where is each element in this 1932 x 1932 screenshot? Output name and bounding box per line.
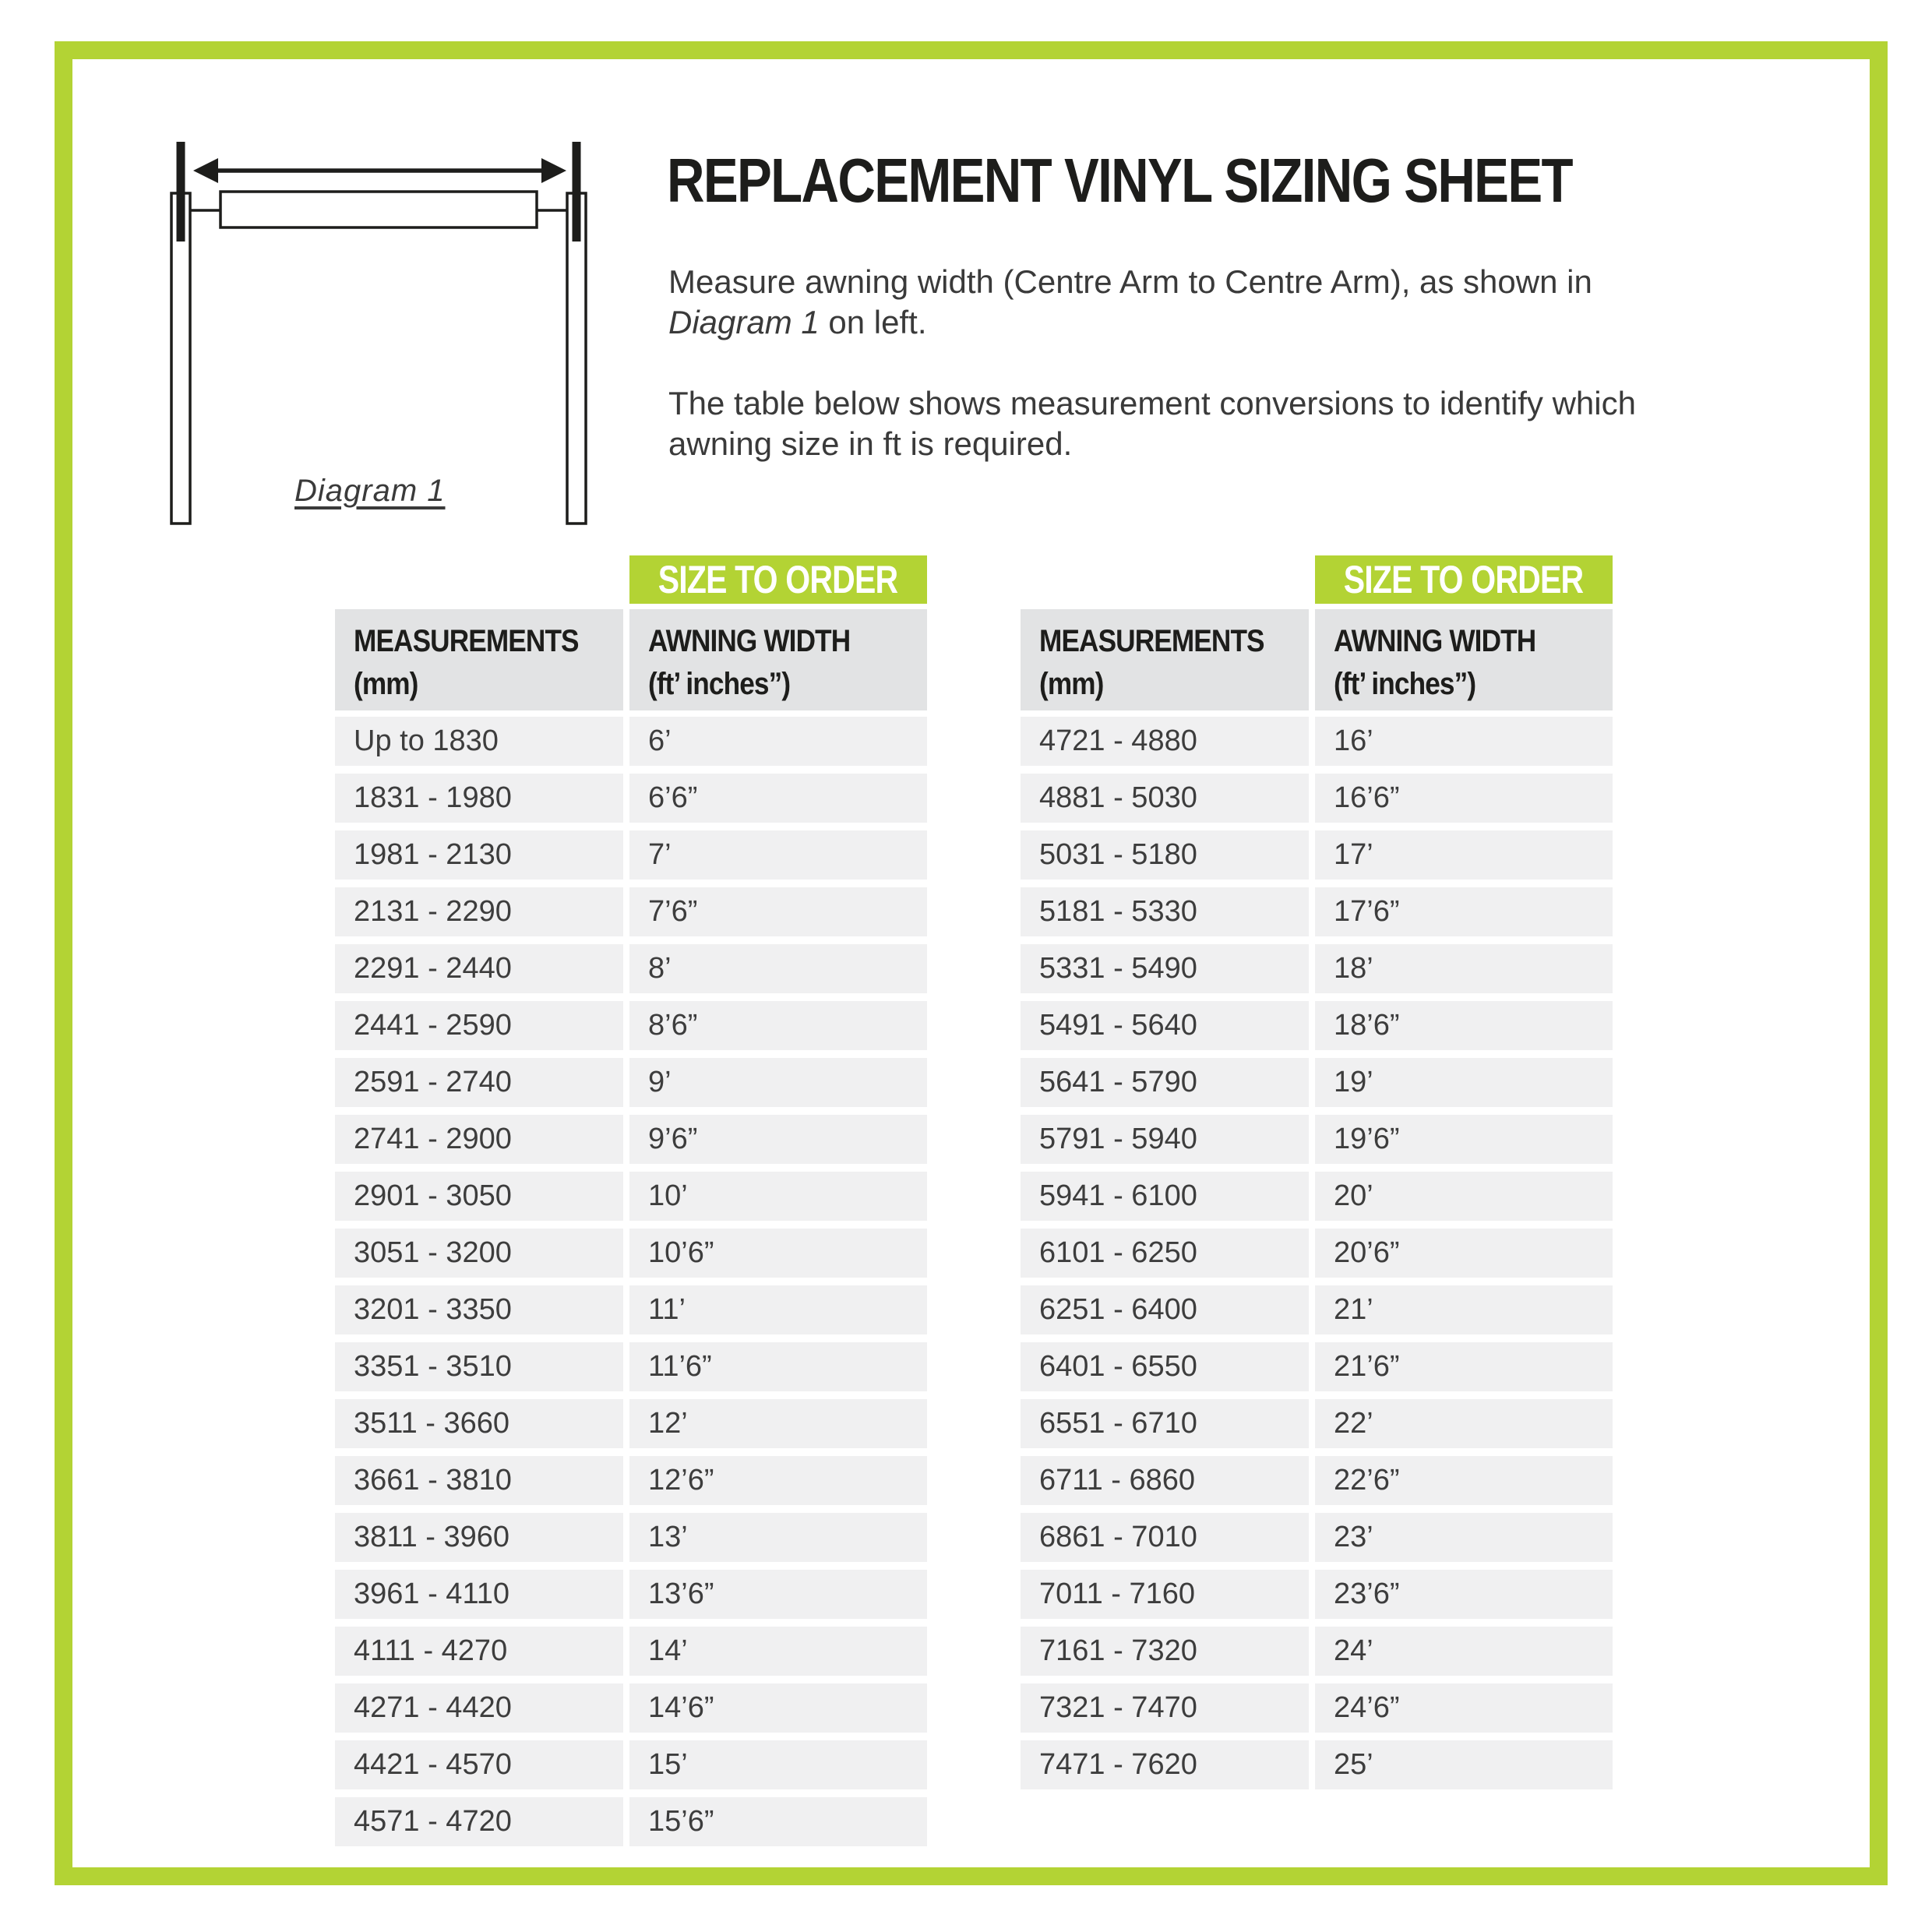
intro-diagram-ref: Diagram 1 bbox=[668, 304, 820, 340]
table-row bbox=[335, 1001, 933, 1050]
measurement-range-cell: 2441 - 2590 bbox=[335, 1001, 623, 1050]
intro-line2-rest: on left. bbox=[819, 304, 927, 340]
awning-width-cell: 23’6” bbox=[1315, 1570, 1613, 1619]
table-row bbox=[335, 1285, 933, 1334]
table-row bbox=[1021, 887, 1619, 936]
awning-width-cell: 16’6” bbox=[1315, 774, 1613, 823]
awning-width-cell: 14’6” bbox=[629, 1683, 927, 1733]
awning-width-cell: 6’6” bbox=[629, 774, 927, 823]
measurement-range-cell: 5031 - 5180 bbox=[1021, 830, 1309, 880]
measurement-range-cell: 7011 - 7160 bbox=[1021, 1570, 1309, 1619]
table-header-row bbox=[335, 609, 933, 710]
awning-width-cell: 12’6” bbox=[629, 1456, 927, 1505]
table-row bbox=[335, 1399, 933, 1448]
measurement-range-cell: 6711 - 6860 bbox=[1021, 1456, 1309, 1505]
measurement-range-cell: 6401 - 6550 bbox=[1021, 1342, 1309, 1391]
table-row bbox=[1021, 1627, 1619, 1676]
table-row bbox=[335, 1627, 933, 1676]
measurement-range-cell: 6251 - 6400 bbox=[1021, 1285, 1309, 1334]
table-row bbox=[1021, 774, 1619, 823]
awning-width-cell: 11’6” bbox=[629, 1342, 927, 1391]
measurement-range-cell: 1981 - 2130 bbox=[335, 830, 623, 880]
awning-width-cell: 7’6” bbox=[629, 887, 927, 936]
awning-width-cell: 13’ bbox=[629, 1513, 927, 1562]
table-row bbox=[1021, 830, 1619, 880]
measurements-header: MEASUREMENTS (mm) bbox=[1021, 609, 1309, 710]
table-row bbox=[335, 1342, 933, 1391]
awning-width-cell: 22’6” bbox=[1315, 1456, 1613, 1505]
table-body bbox=[1021, 717, 1619, 1789]
awning-width-cell: 15’ bbox=[629, 1740, 927, 1789]
measurement-range-cell: Up to 1830 bbox=[335, 717, 623, 766]
table-row bbox=[335, 944, 933, 993]
table-row bbox=[1021, 1570, 1619, 1619]
measurement-range-cell: 2291 - 2440 bbox=[335, 944, 623, 993]
table-row bbox=[335, 1456, 933, 1505]
table-row bbox=[335, 1570, 933, 1619]
measurement-range-cell: 6101 - 6250 bbox=[1021, 1229, 1309, 1278]
awning-width-cell: 8’6” bbox=[629, 1001, 927, 1050]
awning-width-cell: 23’ bbox=[1315, 1513, 1613, 1562]
table-description-line2: awning size in ft is required. bbox=[668, 425, 1073, 462]
sizing-table-right bbox=[1021, 555, 1619, 1789]
table-row bbox=[335, 1513, 933, 1562]
awning-width-cell: 13’6” bbox=[629, 1570, 927, 1619]
awning-width-cell: 9’6” bbox=[629, 1115, 927, 1164]
diagram-caption: Diagram 1 bbox=[294, 474, 446, 508]
table-description-paragraph bbox=[668, 383, 1759, 464]
measurement-range-cell: 2901 - 3050 bbox=[335, 1172, 623, 1221]
awning-width-cell: 9’ bbox=[629, 1058, 927, 1107]
width-measure-arrow bbox=[193, 158, 566, 183]
measurement-range-cell: 7321 - 7470 bbox=[1021, 1683, 1309, 1733]
measurement-range-cell: 7161 - 7320 bbox=[1021, 1627, 1309, 1676]
awning-width-cell: 25’ bbox=[1315, 1740, 1613, 1789]
table-row bbox=[1021, 1683, 1619, 1733]
measurement-range-cell: 2131 - 2290 bbox=[335, 887, 623, 936]
measurement-range-cell: 4271 - 4420 bbox=[335, 1683, 623, 1733]
table-row bbox=[335, 1172, 933, 1221]
page-title: REPLACEMENT VINYL SIZING SHEET bbox=[667, 146, 1572, 215]
awning-width-cell: 19’6” bbox=[1315, 1115, 1613, 1164]
awning-width-cell: 14’ bbox=[629, 1627, 927, 1676]
measurement-range-cell: 4881 - 5030 bbox=[1021, 774, 1309, 823]
measurement-range-cell: 3811 - 3960 bbox=[335, 1513, 623, 1562]
roller-tube bbox=[220, 192, 537, 227]
size-to-order-banner bbox=[1315, 555, 1613, 604]
table-row bbox=[1021, 944, 1619, 993]
awning-width-cell: 12’ bbox=[629, 1399, 927, 1448]
measurement-range-cell: 2591 - 2740 bbox=[335, 1058, 623, 1107]
awning-width-cell: 11’ bbox=[629, 1285, 927, 1334]
table-row bbox=[335, 830, 933, 880]
table-row bbox=[335, 1683, 933, 1733]
measurement-range-cell: 3511 - 3660 bbox=[335, 1399, 623, 1448]
measurement-range-cell: 6861 - 7010 bbox=[1021, 1513, 1309, 1562]
measurement-range-cell: 3351 - 3510 bbox=[335, 1342, 623, 1391]
table-row bbox=[1021, 1342, 1619, 1391]
table-row bbox=[1021, 1456, 1619, 1505]
awning-width-cell: 16’ bbox=[1315, 717, 1613, 766]
table-row bbox=[335, 1797, 933, 1846]
awning-width-cell: 19’ bbox=[1315, 1058, 1613, 1107]
table-body bbox=[335, 717, 933, 1846]
table-row bbox=[1021, 1285, 1619, 1334]
table-row bbox=[335, 1229, 933, 1278]
awning-width-cell: 24’ bbox=[1315, 1627, 1613, 1676]
measurement-range-cell: 4571 - 4720 bbox=[335, 1797, 623, 1846]
awning-width-cell: 8’ bbox=[629, 944, 927, 993]
measurement-range-cell: 4721 - 4880 bbox=[1021, 717, 1309, 766]
awning-width-cell: 6’ bbox=[629, 717, 927, 766]
size-to-order-label: SIZE TO ORDER bbox=[1344, 558, 1584, 601]
size-to-order-banner bbox=[629, 555, 927, 604]
table-row bbox=[335, 717, 933, 766]
table-row bbox=[1021, 1115, 1619, 1164]
table-row bbox=[335, 1058, 933, 1107]
measurement-range-cell: 3051 - 3200 bbox=[335, 1229, 623, 1278]
measurements-header: MEASUREMENTS (mm) bbox=[335, 609, 623, 710]
awning-width-cell: 18’6” bbox=[1315, 1001, 1613, 1050]
measurement-range-cell: 4421 - 4570 bbox=[335, 1740, 623, 1789]
awning-width-cell: 10’ bbox=[629, 1172, 927, 1221]
table-description-line1: The table below shows measurement conversions to identify which bbox=[668, 385, 1636, 421]
table-row bbox=[1021, 1229, 1619, 1278]
awning-width-cell: 17’ bbox=[1315, 830, 1613, 880]
measurement-range-cell: 1831 - 1980 bbox=[335, 774, 623, 823]
table-row bbox=[1021, 1513, 1619, 1562]
awning-width-cell: 21’ bbox=[1315, 1285, 1613, 1334]
table-row bbox=[1021, 1740, 1619, 1789]
sizing-table-left bbox=[335, 555, 933, 1846]
measurement-range-cell: 5181 - 5330 bbox=[1021, 887, 1309, 936]
table-row bbox=[335, 774, 933, 823]
measurement-range-cell: 5331 - 5490 bbox=[1021, 944, 1309, 993]
awning-width-cell: 15’6” bbox=[629, 1797, 927, 1846]
table-row bbox=[1021, 1172, 1619, 1221]
awning-width-cell: 10’6” bbox=[629, 1229, 927, 1278]
table-row bbox=[1021, 1399, 1619, 1448]
measurement-range-cell: 5641 - 5790 bbox=[1021, 1058, 1309, 1107]
measurement-range-cell: 6551 - 6710 bbox=[1021, 1399, 1309, 1448]
awning-width-cell: 24’6” bbox=[1315, 1683, 1613, 1733]
measurement-range-cell: 2741 - 2900 bbox=[335, 1115, 623, 1164]
right-arm bbox=[567, 193, 586, 524]
table-row bbox=[1021, 1058, 1619, 1107]
awning-width-cell: 20’6” bbox=[1315, 1229, 1613, 1278]
awning-width-cell: 18’ bbox=[1315, 944, 1613, 993]
table-row bbox=[335, 1740, 933, 1789]
awning-width-header: AWNING WIDTH (ft’ inches”) bbox=[629, 609, 927, 710]
size-to-order-label: SIZE TO ORDER bbox=[658, 558, 898, 601]
measurement-range-cell: 5491 - 5640 bbox=[1021, 1001, 1309, 1050]
awning-width-cell: 20’ bbox=[1315, 1172, 1613, 1221]
measurement-range-cell: 7471 - 7620 bbox=[1021, 1740, 1309, 1789]
left-arm bbox=[171, 193, 190, 524]
measurement-range-cell: 3961 - 4110 bbox=[335, 1570, 623, 1619]
table-row bbox=[335, 887, 933, 936]
measurement-range-cell: 3661 - 3810 bbox=[335, 1456, 623, 1505]
table-row bbox=[1021, 1001, 1619, 1050]
awning-width-cell: 21’6” bbox=[1315, 1342, 1613, 1391]
table-header-row bbox=[1021, 609, 1619, 710]
awning-width-cell: 17’6” bbox=[1315, 887, 1613, 936]
table-row bbox=[1021, 717, 1619, 766]
awning-width-header: AWNING WIDTH (ft’ inches”) bbox=[1315, 609, 1613, 710]
table-row bbox=[335, 1115, 933, 1164]
measurement-range-cell: 4111 - 4270 bbox=[335, 1627, 623, 1676]
awning-width-cell: 7’ bbox=[629, 830, 927, 880]
measurement-range-cell: 3201 - 3350 bbox=[335, 1285, 623, 1334]
measurement-range-cell: 5791 - 5940 bbox=[1021, 1115, 1309, 1164]
intro-paragraph bbox=[668, 262, 1759, 343]
intro-line1: Measure awning width (Centre Arm to Centre Arm), as shown in bbox=[668, 263, 1592, 300]
measurement-range-cell: 5941 - 6100 bbox=[1021, 1172, 1309, 1221]
awning-width-cell: 22’ bbox=[1315, 1399, 1613, 1448]
